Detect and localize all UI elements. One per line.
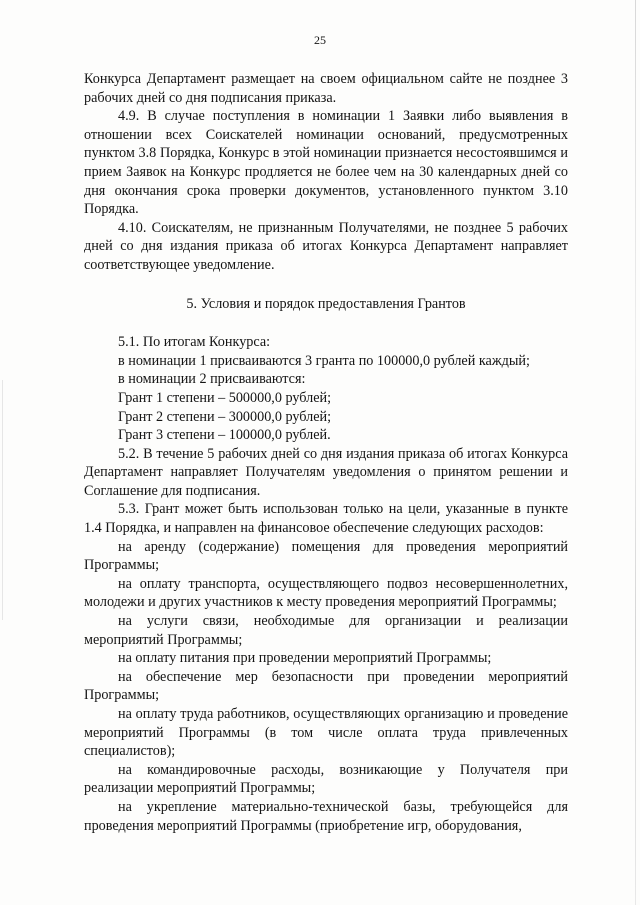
grant-degree-1: Грант 1 степени – 500000,0 рублей;: [118, 389, 332, 406]
expense-item-communication: на услуги связи, необходимые для организации и реализации мероприятий Программы;: [84, 613, 568, 648]
expense-item-travel: на командировочные расходы, возникающие у Получателя при реализации мероприятий Программы;: [84, 761, 568, 797]
expense-item-rent: на аренду (содержание) помещения для проведения мероприятий Программы;: [84, 538, 568, 574]
paragraph-continuation: Конкурса Департамент размещает на своем официальном сайте не позднее 3 рабочих дней со дня подписания приказа.: [84, 71, 568, 106]
paragraph-4-9: 4.9. В случае поступления в номинации 1 Заявки либо выявления в отношении всех Соискателей номинации оснований, предусмотренных пунктом 3.8 Порядка, Конкурс в этой номинации признается несостоявшимся и прием Заявок на Конкурс продляется не более чем на 30 календарных дней со дня окончания срока проверки документов, установленного пунктом 3.10 Порядка.: [84, 108, 568, 218]
grant-degree-3: Грант 3 степени – 100000,0 рублей.: [118, 427, 331, 444]
scan-edge-shadow: [635, 0, 636, 905]
expense-item-security: на обеспечение мер безопасности при проведении мероприятий Программы;: [84, 668, 568, 704]
nomination-1-line: в номинации 1 присваиваются 3 гранта по 100000,0 рублей каждый;: [118, 352, 530, 369]
expense-item-equipment: на укрепление материально-технической базы, требующейся для проведения мероприятий Программы (приобретение игр, оборудования,: [84, 798, 568, 834]
paragraph-5-1: 5.1. По итогам Конкурса:: [118, 334, 271, 351]
expense-item-food: на оплату питания при проведении мероприятий Программы;: [118, 650, 492, 667]
page-number: 25: [314, 33, 326, 47]
nomination-2-line: в номинации 2 присваиваются:: [118, 371, 306, 388]
paragraph-4-10: 4.10. Соискателям, не признанным Получателями, не позднее 5 рабочих дней со дня издания приказа об итогах Конкурса Департамент направляет соответствующее уведомление.: [84, 219, 568, 273]
section-heading: 5. Условия и порядок предоставления Грантов: [186, 295, 466, 312]
document-body: [84, 70, 568, 835]
paragraph-5-3: 5.3. Грант может быть использован только на цели, указанные в пункте 1.4 Порядка, и направлен на финансовое обеспечение следующих расходов:: [84, 501, 568, 537]
expense-item-labor: на оплату труда работников, осуществляющих организацию и проведение мероприятий Программы (в том числе оплата труда привлеченных специалистов);: [84, 706, 568, 760]
scan-edge-mark: [2, 380, 3, 620]
expense-item-transport: на оплату транспорта, осуществляющего подвоз несовершеннолетних, молодежи и других участников к месту проведения мероприятий Программы;: [84, 575, 568, 611]
grant-degree-2: Грант 2 степени – 300000,0 рублей;: [118, 408, 332, 425]
paragraph-5-2: 5.2. В течение 5 рабочих дней со дня издания приказа об итогах Конкурса Департамент направляет Получателям уведомления о принятом решении и Соглашение для подписания.: [84, 445, 568, 499]
